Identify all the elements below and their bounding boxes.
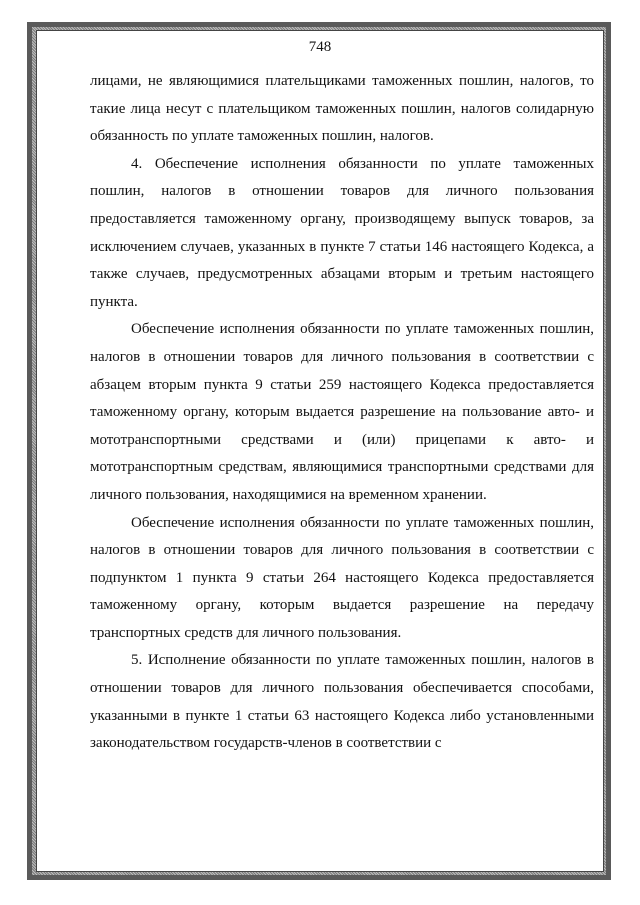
paragraph-item-4: 4. Обеспечение исполнения обязанности по уплате таможенных пошлин, налогов в отношении товаров для личного пользования предоставляется таможенному органу, производящему выпуск товаров, за исключением случаев, указанных в пункте 7 статьи 146 настоящего Кодекса, а также случаев, предусмотренных абзацами вторым и третьим настоящего пункта. — [90, 155, 594, 310]
paragraph-item-5: 5. Исполнение обязанности по уплате таможенных пошлин, налогов в отношении товаров для личного пользования обеспечивается способами, указанными в пункте 1 статьи 63 настоящего Кодекса либо установленными законодательством государств-членов в соответствии с — [90, 652, 594, 752]
paragraph-item-4-second: Обеспечение исполнения обязанности по уплате таможенных пошлин, налогов в отношении товаров для личного пользования в соответствии с абзацем вторым пункта 9 статьи 259 настоящего Кодекса предоставляется таможенному органу, которым выдается разрешение на пользование авто- и мототранспортными средствами и (или) прицепами к авто- и мототранспортным средствам, являющимися транспортными средствами для личного пользования, находящимися на временном хранении. — [90, 321, 594, 503]
page-number: 748 — [308, 39, 332, 55]
paragraph-continuation: лицами, не являющимися плательщиками таможенных пошлин, налогов, то такие лица несут с плательщиком таможенных пошлин, налогов солидарную обязанность по уплате таможенных пошлин, налогов. — [90, 73, 594, 145]
document-body — [90, 68, 594, 758]
paragraph-item-4-third: Обеспечение исполнения обязанности по уплате таможенных пошлин, налогов в отношении товаров для личного пользования в соответствии с подпунктом 1 пункта 9 статьи 264 настоящего Кодекса предоставляется таможенному органу, которым выдается разрешение на передачу транспортных средств для личного пользования. — [90, 514, 594, 641]
